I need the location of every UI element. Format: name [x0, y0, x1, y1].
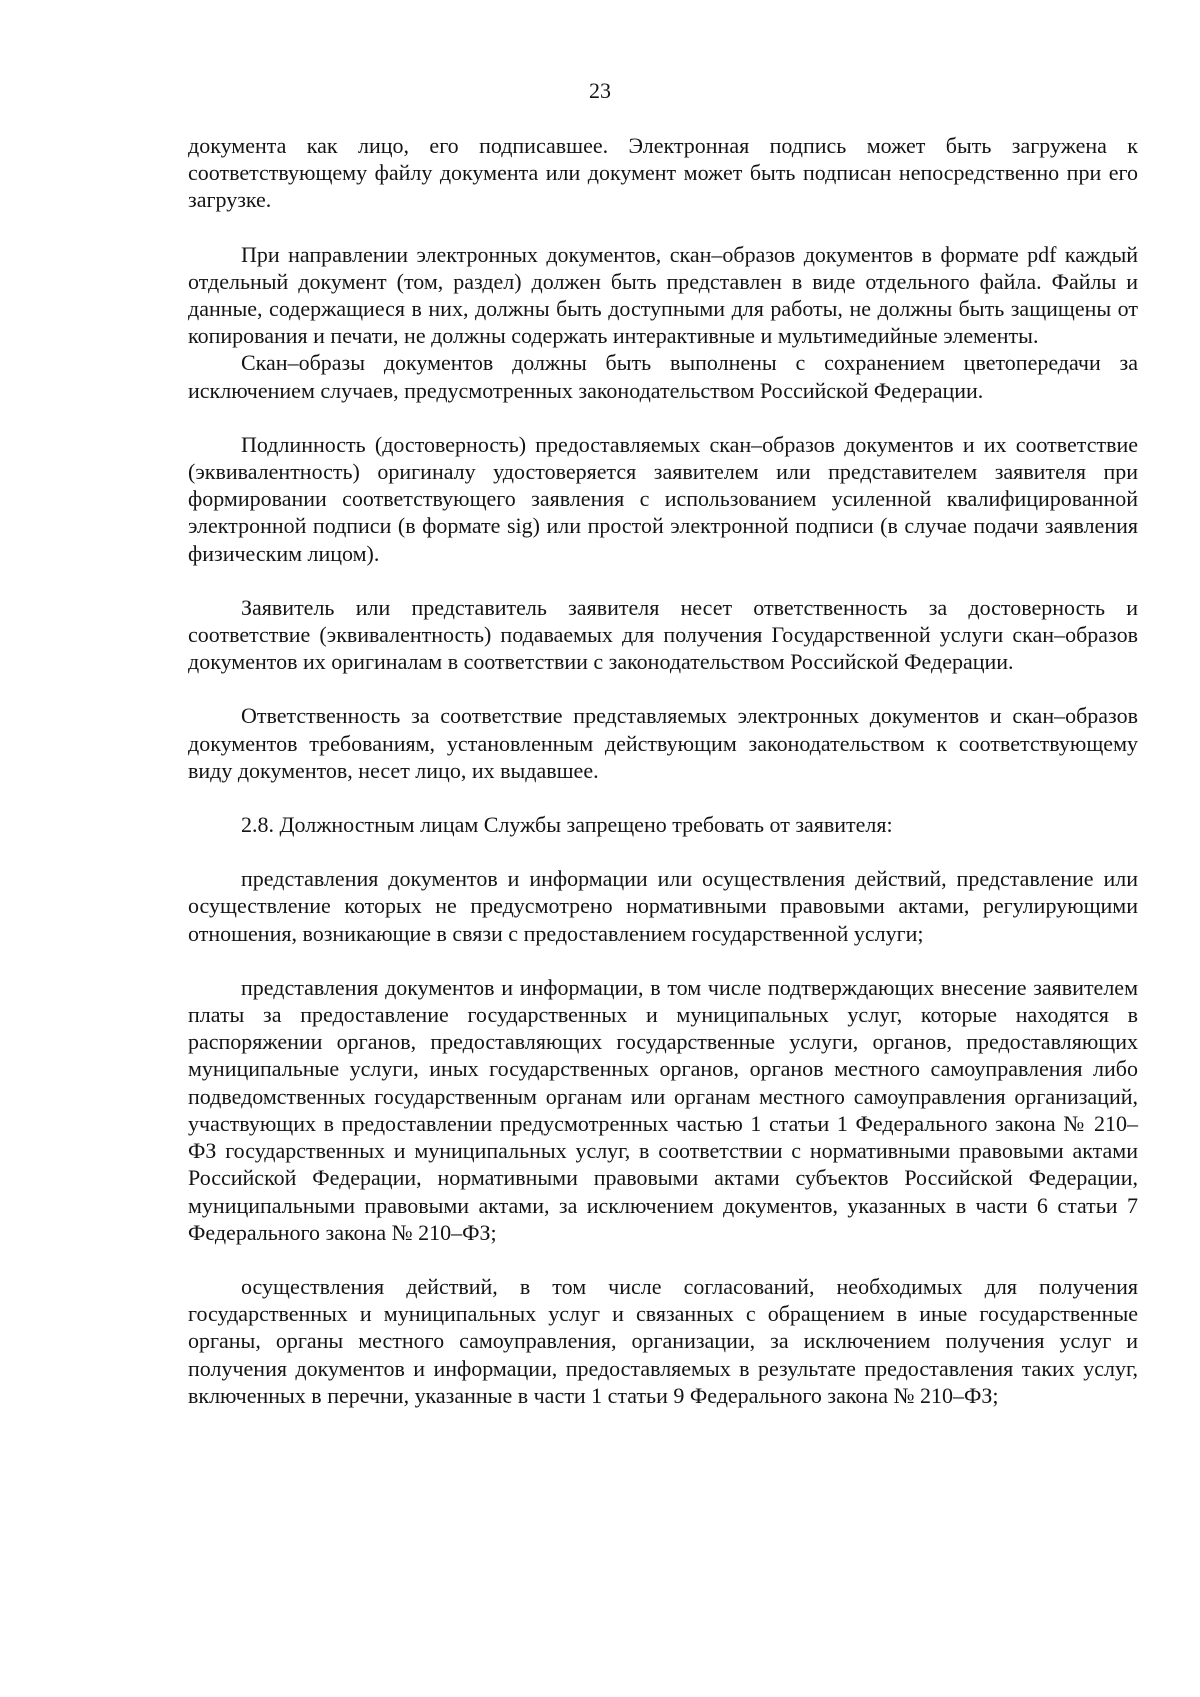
paragraph-signature-upload: документа как лицо, его подписавшее. Электронная подпись может быть загружена к соответствующему файлу документа или документ может быть подписан непосредственно при его загрузке.: [188, 133, 1138, 213]
paragraph-file-requirements: При направлении электронных документов, скан–образов документов в формате pdf каждый отдельный документ (том, раздел) должен быть представлен в виде отдельного файла. Файлы и данные, содержащиеся в них, должны быть доступными для работы, не должны быть защищены от копирования и печати, не должны содержать интерактивные и мультимедийные элементы.: [188, 241, 1138, 349]
paragraph-scan-color: Скан–образы документов должны быть выполнены с сохранением цветопередачи за исключением случаев, предусмотренных законодательством Российской Федерации.: [188, 350, 1138, 403]
page-number: 23: [589, 78, 611, 103]
list-item-documents-not-required: представления документов и информации или осуществления действий, представление или осуществление которых не предусмотрено нормативными правовыми актами, регулирующими отношения, возникающие в связи с предоставлением государственной услуги;: [188, 866, 1138, 946]
paragraph-authenticity: Подлинность (достоверность) предоставляемых скан–образов документов и их соответствие (эквивалентность) оригиналу удостоверяется заявителем или представителем заявителя при формировании соответствующего заявления с использованием усиленной квалифицированной электронной подписи (в формате sig) или простой электронной подписи (в случае подачи заявления физическим лицом).: [188, 431, 1138, 566]
paragraph-issuer-responsibility: Ответственность за соответствие представляемых электронных документов и скан–образов документов требованиям, установленным действующим законодательством к соответствующему виду документов, несет лицо, их выдавшее.: [188, 703, 1138, 783]
list-item-documents-in-possession: представления документов и информации, в том числе подтверждающих внесение заявителем платы за предоставление государственных и муниципальных услуг, которые находятся в распоряжении органов, предоставляющих государственные услуги, органов, предоставляющих муниципальные услуги, иных государственных органов, органов местного самоуправления либо подведомственных государственным органам или органам местного самоуправления организаций, участвующих в предоставлении предусмотренных частью 1 статьи 1 Федерального закона № 210–ФЗ государственных и муниципальных услуг, в соответствии с нормативными правовыми актами Российской Федерации, нормативными правовыми актами субъектов Российской Федерации, муниципальными правовыми актами, за исключением документов, указанных в части 6 статьи 7 Федерального закона № 210–ФЗ;: [188, 974, 1138, 1245]
section-heading-2-8: 2.8. Должностным лицам Службы запрещено требовать от заявителя:: [241, 812, 893, 838]
list-item-approvals: осуществления действий, в том числе согласований, необходимых для получения государственных и муниципальных услуг и связанных с обращением в иные государственные органы, органы местного самоуправления, организации, за исключением получения услуг и получения документов и информации, предоставляемых в результате предоставления таких услуг, включенных в перечни, указанные в части 1 статьи 9 Федерального закона № 210–ФЗ;: [188, 1273, 1138, 1408]
document-body: [188, 132, 1138, 1409]
paragraph-applicant-responsibility: Заявитель или представитель заявителя несет ответственность за достоверность и соответствие (эквивалентность) подаваемых для получения Государственной услуги скан–образов документов их оригиналам в соответствии с законодательством Российской Федерации.: [188, 594, 1138, 675]
